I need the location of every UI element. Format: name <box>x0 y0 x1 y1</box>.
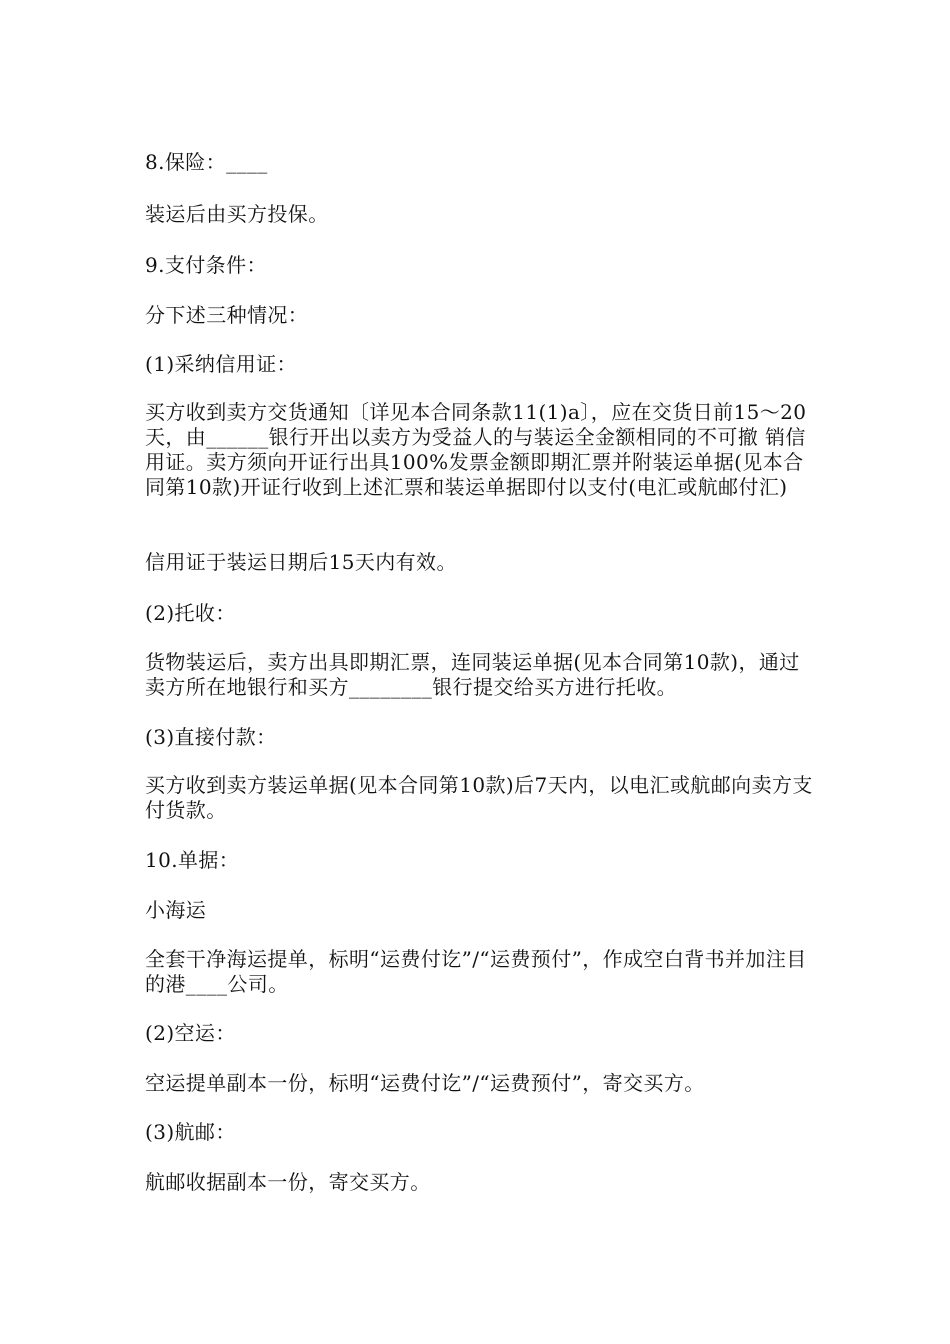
insurance-text: 装运后由买方投保。 <box>145 202 329 226</box>
clause-10-documents-heading: 10.单据： <box>145 848 240 872</box>
clause-9-payment-heading: 9.支付条件： <box>145 253 267 277</box>
sea-transport-text: 全套干净海运提单，标明“运费付讫”/“运费预付”，作成空白背书并加注目的港____公司。 <box>145 947 807 996</box>
direct-payment-heading: (3)直接付款： <box>145 725 277 749</box>
airmail-heading: (3)航邮： <box>145 1120 236 1144</box>
letter-of-credit-heading: (1)采纳信用证： <box>145 352 297 376</box>
collection-text: 货物装运后，卖方出具即期汇票，连同装运单据(见本合同第10款)，通过卖方所在地银行和买方________银行提交给买方进行托收。 <box>145 650 800 699</box>
collection-heading: (2)托收： <box>145 601 236 625</box>
sea-transport-heading: 小海运 <box>145 898 207 922</box>
clause-8-insurance-heading: 8.保险：____ <box>145 150 268 174</box>
air-transport-heading: (2)空运： <box>145 1021 236 1045</box>
letter-of-credit-text: 买方收到卖方交货通知〔详见本合同条款11(1)a〕，应在交货日前15～20天，由______银行开出以卖方为受益人的与装运全金额相同的不可撤 销信用证。卖方须向开证行出具100%发票金额即期汇票并附装运单据(见本合同第10款)开证行收到上述汇票和装运单据即付以支付(电汇或航邮付汇) <box>145 400 807 499</box>
air-transport-text: 空运提单副本一份，标明“运费付讫”/“运费预付”，寄交买方。 <box>145 1071 705 1095</box>
credit-validity-text: 信用证于装运日期后15天内有效。 <box>145 550 457 574</box>
airmail-text: 航邮收据副本一份，寄交买方。 <box>145 1170 431 1194</box>
payment-intro: 分下述三种情况： <box>145 303 309 327</box>
direct-payment-text: 买方收到卖方装运单据(见本合同第10款)后7天内，以电汇或航邮向卖方支付货款。 <box>145 773 813 822</box>
